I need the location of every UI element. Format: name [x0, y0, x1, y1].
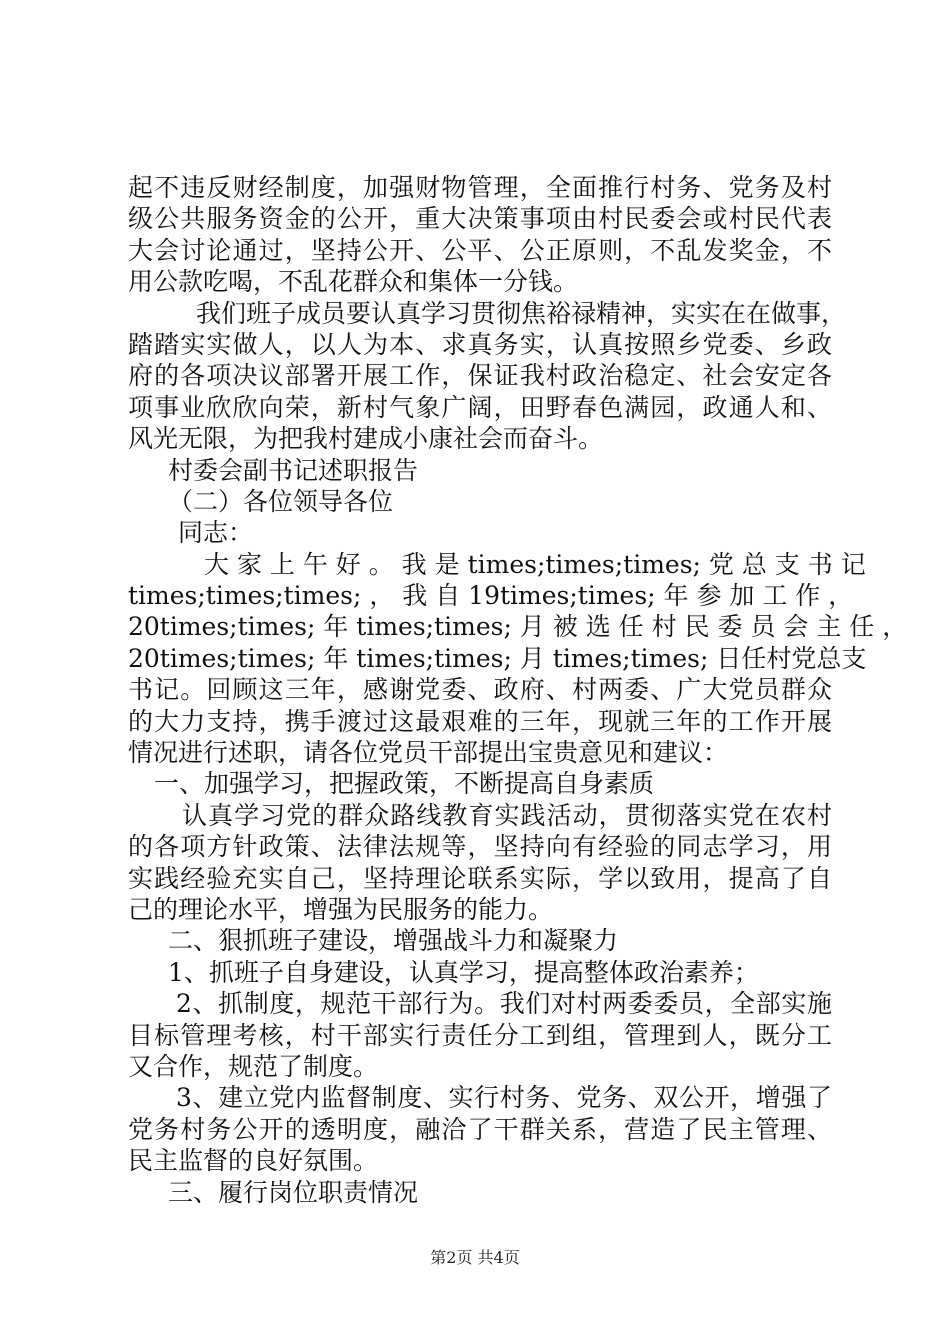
text-line: （二）各位领导各位 — [168, 486, 394, 516]
text-line: 又合作，规范了制度。 — [128, 1051, 379, 1081]
text-line: 目标管理考核，村干部实行责任分工到组，管理到人，既分工 — [128, 1020, 832, 1050]
text-line: 的各项方针政策、法律法规等，坚持向有经验的同志学习，用 — [128, 832, 832, 862]
text-line: 己的理论水平，增强为民服务的能力。 — [128, 894, 554, 924]
text-line: 3、建立党内监督制度、实行村务、党务、双公开，增强了 — [176, 1083, 832, 1113]
text-line: 实践经验充实自己，坚持理论联系实际，学以致用，提高了自 — [128, 863, 832, 893]
text-line: 二、狠抓班子建设，增强战斗力和凝聚力 — [168, 926, 619, 956]
text-line: 一、加强学习，把握政策，不断提高自身素质 — [154, 769, 655, 799]
text-line: 级公共服务资金的公开，重大决策事项由村民委会或村民代表 — [128, 204, 832, 234]
text-line: 风光无限，为把我村建成小康社会而奋斗。 — [128, 424, 604, 454]
text-line: 大会讨论通过，坚持公开、公平、公正原则，不乱发奖金，不 — [128, 235, 832, 265]
text-line: 20times;times; 年 times;times; 月 被 选 任 村 民 委 员 会 主 任 ， — [128, 612, 908, 642]
text-line: 踏踏实实做人，以人为本、求真务实，认真按照乡党委、乡政 — [128, 329, 832, 359]
text-line: 民主监督的良好氛围。 — [128, 1146, 379, 1176]
text-line: times;times;times; ， 我 自 19times;times; 年 参 加 工 作 ， — [128, 581, 854, 611]
text-line: 认真学习党的群众路线教育实践活动，贯彻落实党在农村 — [182, 800, 832, 830]
text-line: 20times;times; 年 times;times; 月 times;times; 日任村党总支 — [128, 643, 867, 673]
page-number-label: 第2页 共4页 — [430, 1248, 520, 1267]
text-line: 用公款吃喝，不乱花群众和集体一分钱。 — [128, 267, 579, 297]
text-line: 的大力支持，携手渡过这最艰难的三年，现就三年的工作开展 — [128, 706, 832, 736]
text-line: 大 家 上 午 好 。 我 是 times;times;times; 党 总 支 书 记 — [204, 549, 866, 579]
text-line: 情况进行述职，请各位党员干部提出宝贵意见和建议： — [128, 738, 729, 768]
document-body — [128, 172, 908, 1208]
text-line: 党务村务公开的透明度，融洽了干群关系，营造了民主管理、 — [128, 1114, 832, 1144]
text-line: 2、抓制度，规范干部行为。我们对村两委委员，全部实施 — [176, 989, 832, 1019]
text-line: 书记。回顾这三年，感谢党委、政府、村两委、广大党员群众 — [128, 675, 832, 705]
text-line: 府的各项决议部署开展工作，保证我村政治稳定、社会安定各 — [128, 361, 832, 391]
text-line: 起不违反财经制度，加强财物管理，全面推行村务、党务及村 — [128, 173, 832, 202]
text-line: 项事业欣欣向荣，新村气象广阔，田野春色满园，政通人和、 — [128, 392, 832, 422]
text-line: 同志： — [178, 518, 254, 548]
text-line: 村委会副书记述职报告 — [168, 455, 419, 485]
text-line: 1、抓班子自身建设，认真学习，提高整体政治素养； — [168, 957, 759, 987]
text-line: 三、履行岗位职责情况 — [168, 1177, 419, 1207]
text-line: 我们班子成员要认真学习贯彻焦裕禄精神，实实在在做事， — [196, 298, 847, 328]
page-footer — [0, 1248, 950, 1268]
